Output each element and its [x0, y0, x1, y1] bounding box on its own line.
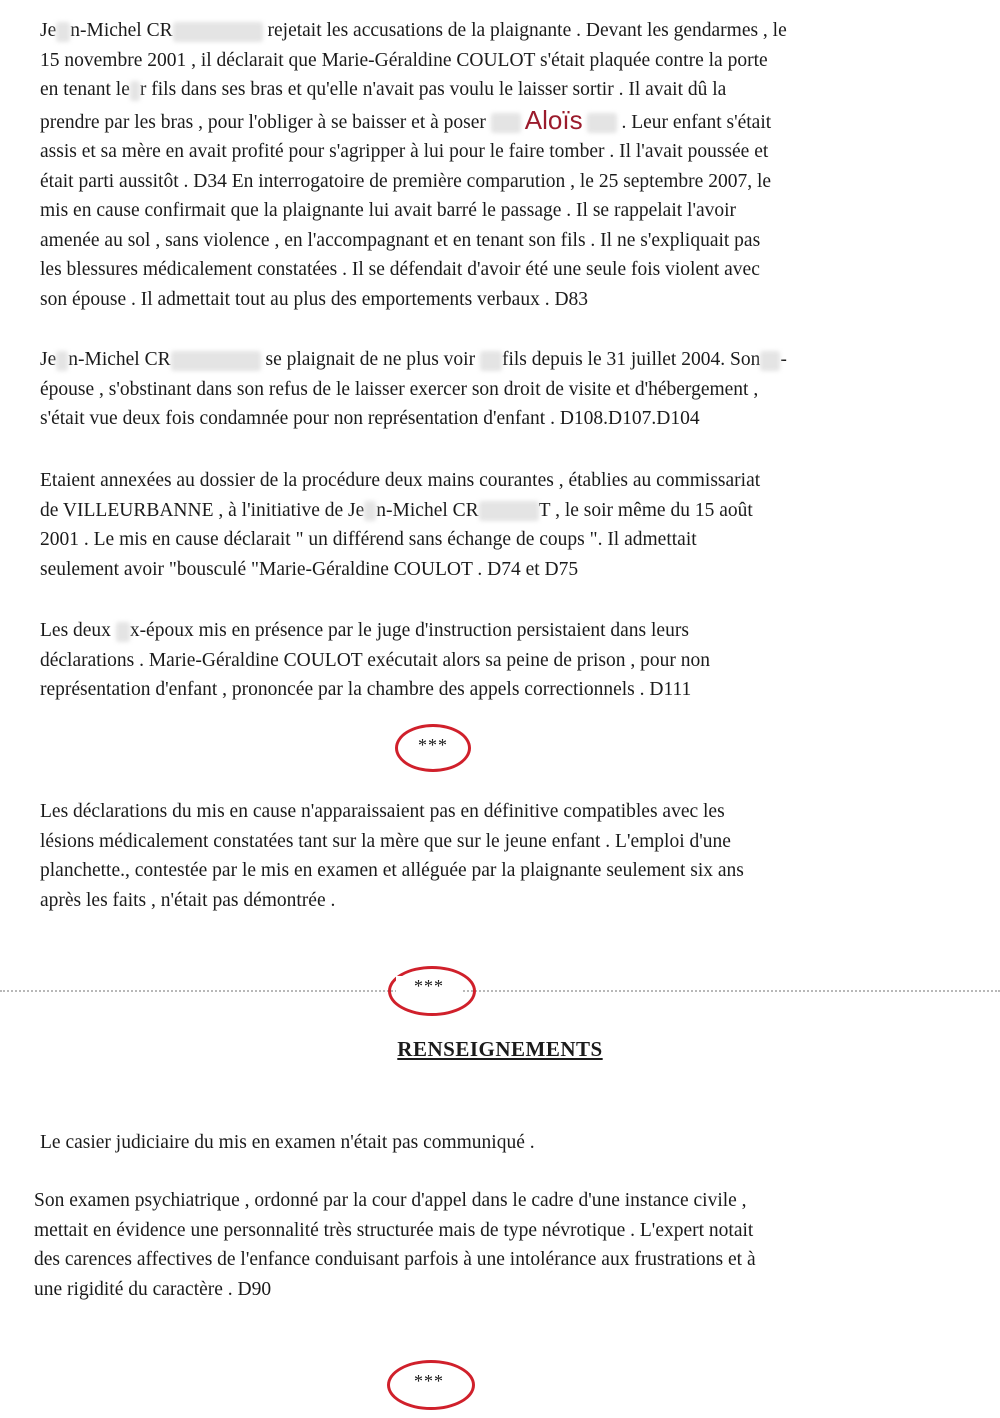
redaction	[56, 22, 70, 42]
text-line: 15 novembre 2001 , il déclarait que Marie-Géraldine COULOT s'était plaquée contre la porte	[40, 49, 768, 71]
redaction	[587, 113, 617, 133]
text-line: planchette., contestée par le mis en examen et alléguée par la plaignante seulement six ans	[40, 860, 744, 881]
section-separator: ***	[418, 735, 448, 755]
text-line: une rigidité du caractère . D90	[34, 1278, 272, 1300]
text-line: Son examen psychiatrique , ordonné par la cour d'appel dans le cadre d'une instance civile ,	[34, 1190, 747, 1211]
paragraph-accusations	[40, 16, 975, 314]
text-line: Je n-Michel CR se plaignait de ne plus voir fils depuis le 31 juillet 2004. Son -	[40, 349, 787, 370]
redaction	[56, 351, 68, 371]
text-line: Je n-Michel CR rejetait les accusations de la plaignante . Devant les gendarmes , le	[40, 20, 787, 41]
paragraph-visitation	[40, 345, 975, 434]
text-line: représentation d'enfant , prononcée par la chambre des appels correctionnels . D111	[40, 679, 692, 700]
text-line: de VILLEURBANNE , à l'initiative de Je n-Michel CR T , le soir même du 15 août	[40, 499, 753, 521]
text-line: en tenant le r fils dans ses bras et qu'elle n'avait pas voulu le laisser sortir . Il avait dû la	[40, 79, 727, 100]
text-line: Les déclarations du mis en cause n'apparaissaient pas en définitive compatibles avec les	[40, 801, 725, 822]
redaction	[173, 22, 263, 42]
text-line: déclarations . Marie-Géraldine COULOT exécutait alors sa peine de prison , pour non	[40, 649, 711, 671]
section-separator: ***	[414, 1371, 444, 1391]
paragraph-confrontation	[40, 616, 975, 705]
redaction	[130, 81, 140, 101]
redaction-replacement-name: Aloïs	[524, 104, 583, 135]
section-heading: RENSEIGNEMENTS	[397, 1037, 603, 1061]
text-line: épouse , s'obstinant dans son refus de le laisser exercer son droit de visite et d'hébergement ,	[40, 378, 759, 400]
text-line: 2001 . Le mis en cause déclarait " un différend sans échange de coups ". Il admettait	[40, 529, 697, 550]
text-line: s'était vue deux fois condamnée pour non représentation d'enfant . D108.D107.D104	[40, 408, 700, 429]
text-line: prendre par les bras , pour l'obliger à se baisser et à poser Aloïs . Leur enfant s'était	[40, 104, 772, 135]
redaction	[364, 501, 376, 521]
text-line: seulement avoir "bousculé "Marie-Géraldine COULOT . D74 et D75	[40, 558, 579, 580]
text-line: son épouse . Il admettait tout au plus des emportements verbaux . D83	[40, 288, 589, 310]
paragraph-conclusion	[40, 797, 975, 915]
redaction	[171, 351, 261, 371]
text-line: assis et sa mère en avait profité pour s'agripper à lui pour le faire tomber . Il l'avait poussée et	[40, 141, 769, 162]
paragraph-psychiatric-exam	[34, 1186, 974, 1304]
redaction	[480, 351, 502, 371]
text-line: Les deux x-époux mis en présence par le juge d'instruction persistaient dans leurs	[40, 620, 689, 641]
dotted-rule	[0, 990, 1000, 1004]
redaction	[491, 113, 521, 133]
text-line: après les faits , n'était pas démontrée .	[40, 889, 336, 911]
text-line: des carences affectives de l'enfance conduisant parfois à une intolérance aux frustrations et à	[34, 1249, 756, 1270]
text-line: Etaient annexées au dossier de la procédure deux mains courantes , établies au commissariat	[40, 470, 761, 491]
paragraph-police-reports	[40, 466, 975, 584]
redaction	[760, 351, 780, 371]
redaction	[116, 622, 130, 642]
text-line: Le casier judiciaire du mis en examen n'était pas communiqué .	[40, 1132, 535, 1153]
text-line: mis en cause confirmait que la plaignante lui avait barré le passage . Il se rappelait l'avoir	[40, 200, 737, 221]
text-line: les blessures médicalement constatées . Il se défendait d'avoir été une seule fois violent avec	[40, 259, 760, 280]
section-separator: ***	[396, 976, 462, 997]
paragraph-criminal-record	[40, 1128, 975, 1158]
redaction	[479, 501, 539, 521]
text-line: était parti aussitôt . D34 En interrogatoire de première comparution , le 25 septembre 2007, le	[40, 170, 772, 192]
text-line: amenée au sol , sans violence , en l'accompagnant et en tenant son fils . Il ne s'expliquait pas	[40, 229, 761, 251]
text-line: lésions médicalement constatées tant sur la mère que sur le jeune enfant . L'emploi d'une	[40, 830, 731, 852]
text-line: mettait en évidence une personnalité très structurée mais de type névrotique . L'expert notait	[34, 1219, 754, 1241]
